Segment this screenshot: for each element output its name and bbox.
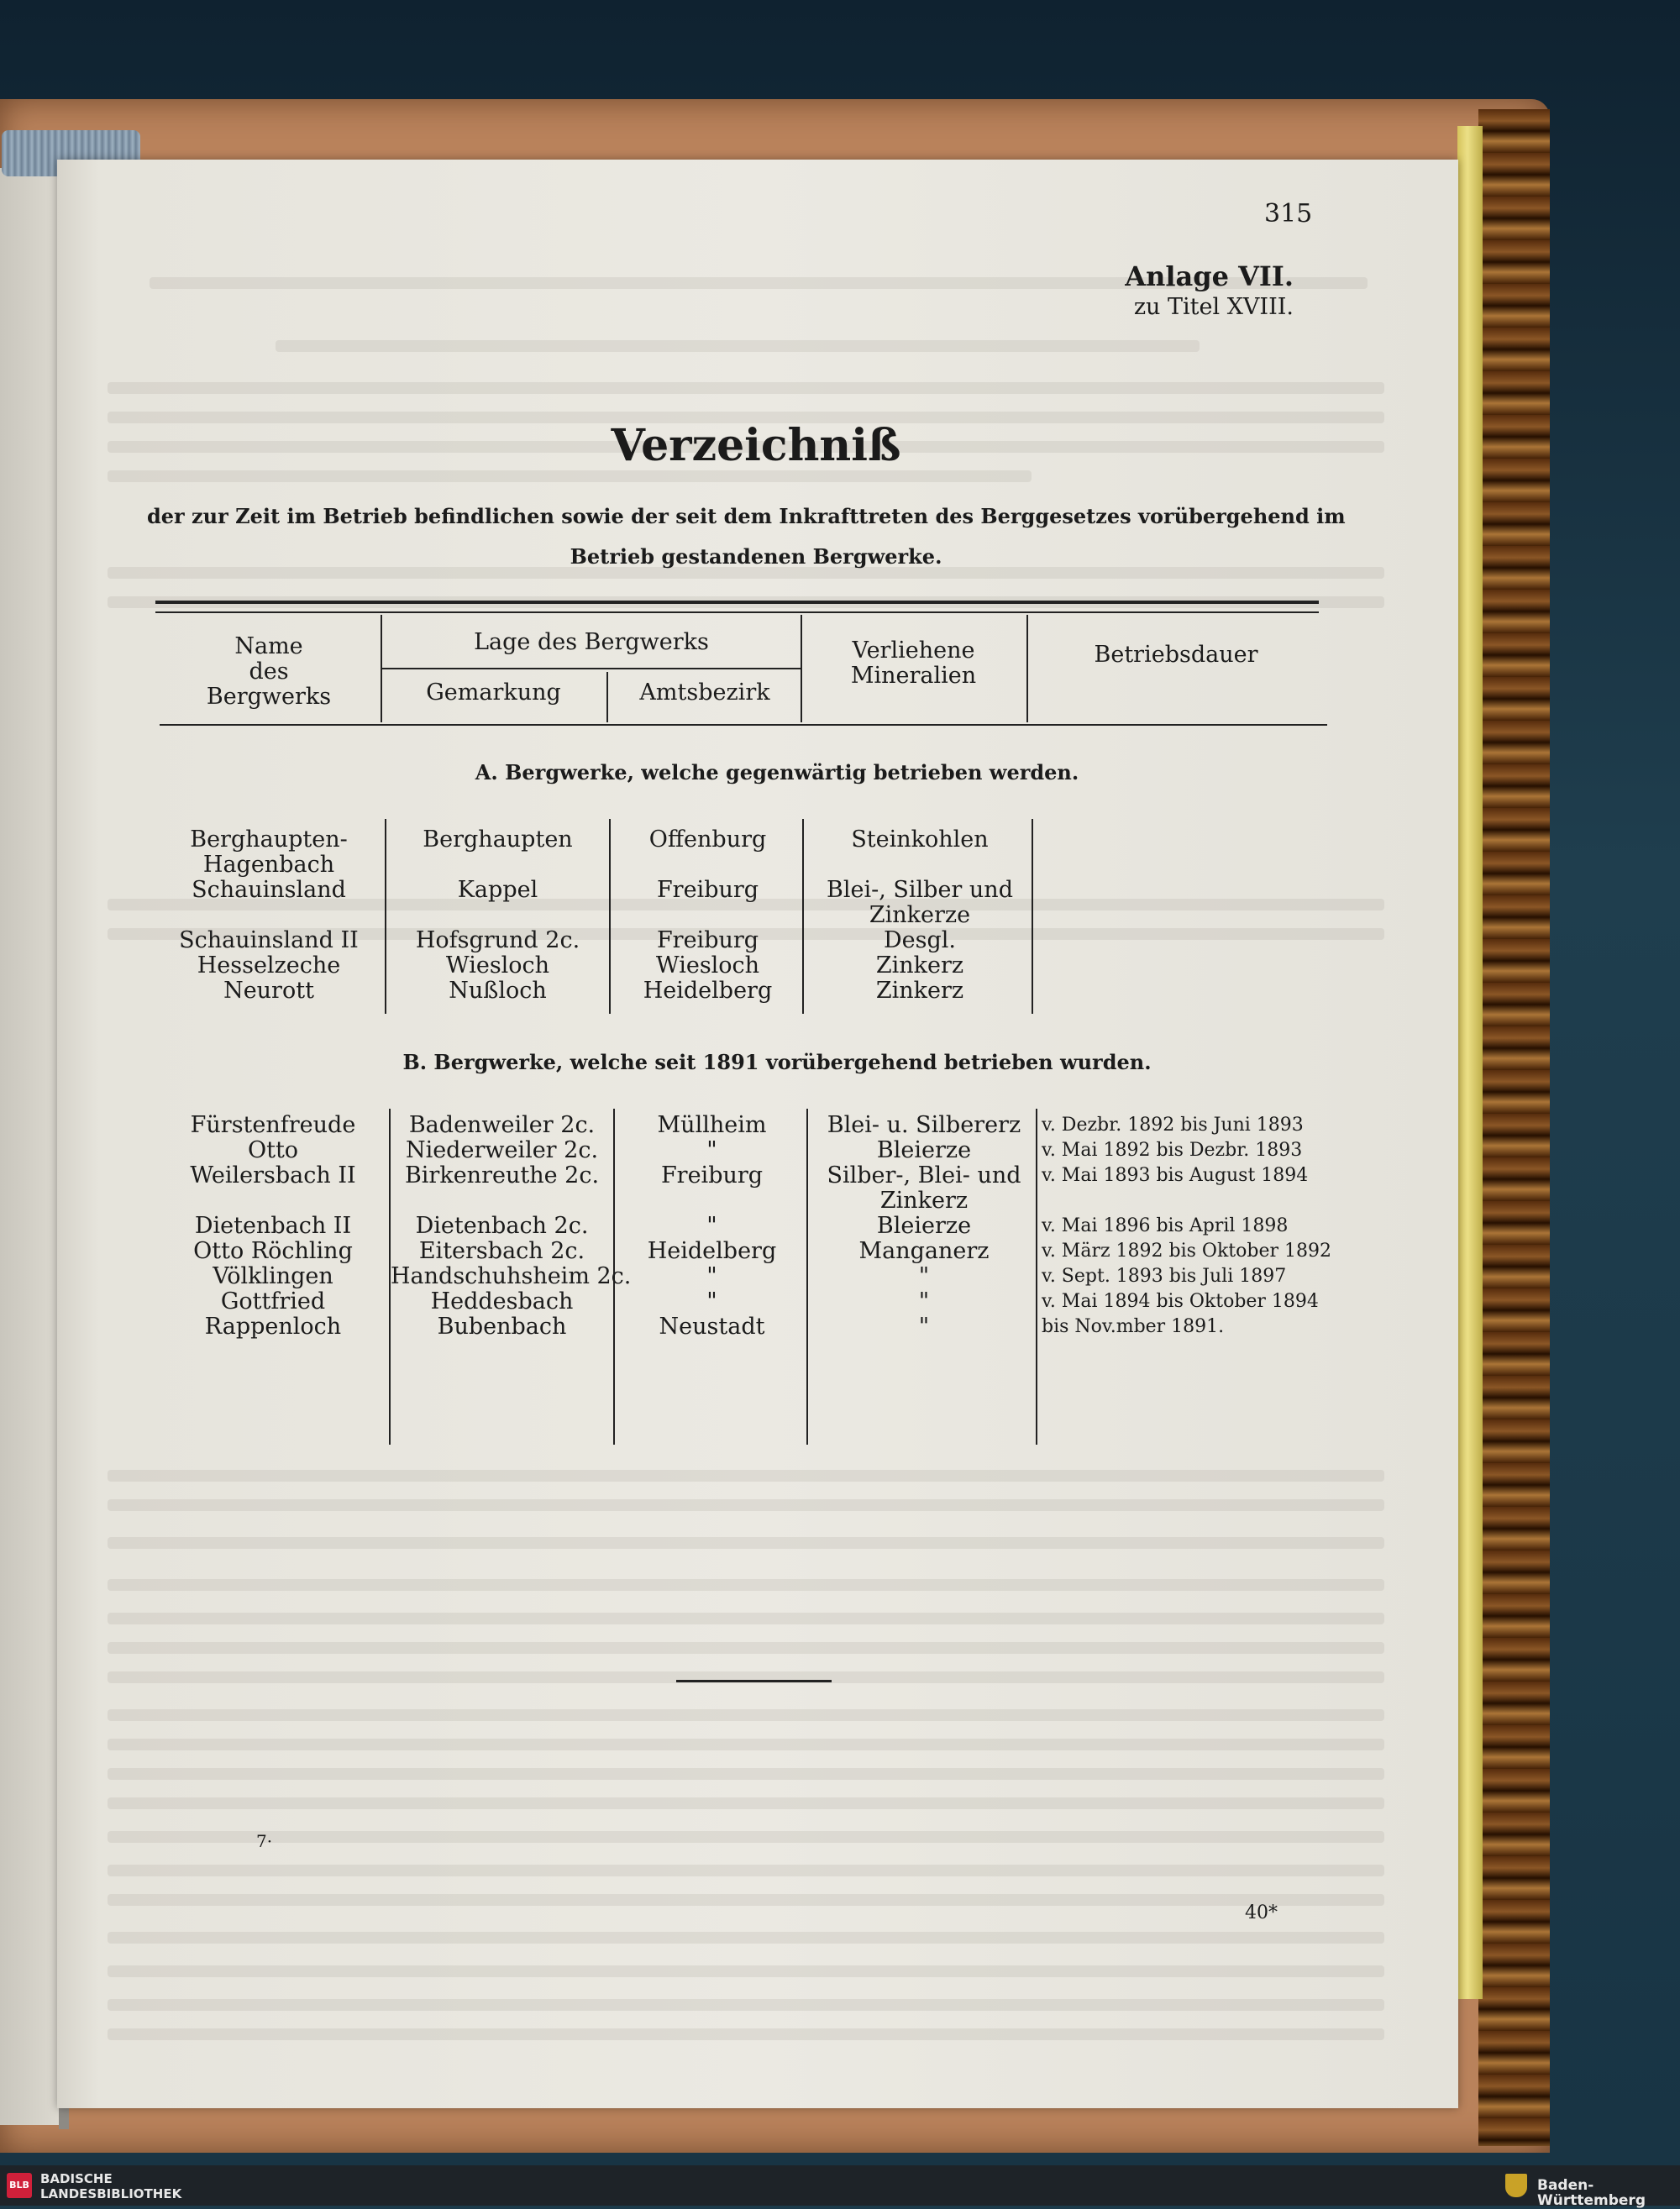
cell-min: Zinkerze: [869, 902, 971, 928]
cell-amt: Neustadt: [659, 1314, 765, 1340]
cell-gem: Heddesbach: [430, 1288, 574, 1314]
cell-min: Zinkerz: [875, 952, 964, 979]
table-row: [160, 928, 1336, 953]
cell-amt: Wiesloch: [655, 952, 760, 979]
page-number: 315: [1264, 199, 1313, 228]
table-top-rule-inner: [155, 611, 1319, 613]
cell-min: Blei- u. Silbererz: [827, 1112, 1021, 1138]
table-row: [164, 1138, 1340, 1163]
cell-amt: Freiburg: [656, 877, 759, 903]
table-row: [164, 1264, 1340, 1289]
cell-gem: Berghaupten: [423, 826, 573, 853]
blb-logo: BLB: [7, 2173, 32, 2198]
cell-gem: Birkenreuthe 2c.: [404, 1162, 600, 1188]
lage-subheader-rule: [382, 668, 801, 669]
cell-min: Bleierze: [876, 1137, 972, 1163]
table-row: [164, 1113, 1340, 1138]
cell-name: Neurott: [223, 978, 314, 1004]
page-title: Verzeichniß: [611, 420, 901, 471]
header-mineralien: Verliehene Mineralien: [850, 638, 977, 689]
cell-gem: Nußloch: [449, 978, 547, 1004]
cell-gem: Handschuhsheim 2c.: [391, 1263, 632, 1289]
anlage-label: Anlage VII.: [1125, 260, 1294, 292]
cell-amt: ": [706, 1137, 717, 1163]
cell-min: Desgl.: [884, 927, 956, 953]
table-row: [160, 827, 1336, 853]
cell-dauer: v. Mai 1894 bis Oktober 1894: [1042, 1291, 1319, 1312]
cell-dauer: v. Mai 1892 bis Dezbr. 1893: [1042, 1140, 1303, 1161]
header-gemarkung: Gemarkung: [426, 679, 561, 706]
cell-name: Fürstenfreude: [190, 1112, 356, 1138]
cell-name: Weilersbach II: [190, 1162, 356, 1188]
cell-amt: Freiburg: [660, 1162, 764, 1188]
table-row: [160, 878, 1336, 903]
table-header-bottom-rule: [160, 724, 1327, 726]
cell-gem: Hofsgrund 2c.: [415, 927, 580, 953]
header-betriebsdauer: Betriebsdauer: [1094, 642, 1258, 668]
cell-amt: Heidelberg: [643, 978, 773, 1004]
header-lage: Lage des Bergwerks: [474, 629, 709, 655]
cell-amt: ": [706, 1288, 717, 1314]
cell-min: ": [918, 1263, 930, 1289]
cell-amt: ": [706, 1263, 717, 1289]
section-b-heading: B. Bergwerke, welche seit 1891 vorübergehend betrieben wurden.: [402, 1050, 1152, 1074]
cell-min: Blei-, Silber und: [827, 877, 1013, 903]
cell-name: Gottfried: [220, 1288, 326, 1314]
cell-name: Dietenbach II: [194, 1213, 352, 1239]
cell-gem: Dietenbach 2c.: [415, 1213, 589, 1239]
cell-dauer: v. Mai 1893 bis August 1894: [1042, 1165, 1309, 1186]
cell-min: ": [918, 1314, 930, 1340]
cell-amt: Offenburg: [648, 826, 767, 853]
closing-rule: [676, 1680, 832, 1682]
cell-name: Hagenbach: [202, 852, 335, 878]
cell-name: Schauinsland II: [179, 927, 359, 953]
subtitle-line-1: der zur Zeit im Betrieb befindlichen sowie der seit dem Inkrafttreten des Berggesetzes vorübergehend im: [147, 504, 1346, 528]
table-row: [164, 1314, 1340, 1340]
cell-dauer: v. Sept. 1893 bis Juli 1897: [1042, 1266, 1287, 1287]
table-row: [164, 1239, 1340, 1264]
cell-dauer: v. Mai 1896 bis April 1898: [1042, 1215, 1289, 1236]
table-top-rule: [155, 601, 1319, 604]
cell-gem: Wiesloch: [445, 952, 550, 979]
footer-bar: [0, 2165, 1680, 2209]
left-page: [0, 168, 66, 2125]
state-name: Baden-Württemberg: [1537, 2177, 1646, 2209]
cell-dauer: bis Nov.mber 1891.: [1042, 1316, 1225, 1337]
cell-amt: Heidelberg: [647, 1238, 777, 1264]
zu-titel-label: zu Titel XVIII.: [1133, 294, 1294, 320]
cell-min: ": [918, 1288, 930, 1314]
signature-mark: 40*: [1245, 1902, 1278, 1923]
state-crest-icon: [1505, 2174, 1527, 2197]
table-row: [164, 1163, 1340, 1188]
cell-gem: Eitersbach 2c.: [418, 1238, 585, 1264]
cell-gem: Badenweiler 2c.: [408, 1112, 596, 1138]
cell-name: Berghaupten-: [190, 826, 348, 853]
cell-min: Bleierze: [876, 1213, 972, 1239]
library-name: BADISCHE LANDESBIBLIOTHEK: [40, 2171, 182, 2201]
cell-name: Hesselzeche: [197, 952, 341, 979]
cell-min: Manganerz: [858, 1238, 990, 1264]
table-row: [160, 979, 1336, 1004]
table-row: [160, 903, 1336, 928]
table-row: [160, 953, 1336, 979]
page-marker: 7·: [256, 1831, 273, 1851]
table-row: [164, 1214, 1340, 1239]
cell-min: Silber-, Blei- und: [827, 1162, 1021, 1188]
cell-amt: ": [706, 1213, 717, 1239]
cell-dauer: v. Dezbr. 1892 bis Juni 1893: [1042, 1115, 1304, 1136]
cell-name: Rappenloch: [204, 1314, 342, 1340]
header-amtsbezirk: Amtsbezirk: [639, 679, 770, 706]
cell-name: Otto Röchling: [193, 1238, 353, 1264]
section-a-heading: A. Bergwerke, welche gegenwärtig betrieben werden.: [475, 760, 1079, 784]
cell-gem: Niederweiler 2c.: [405, 1137, 599, 1163]
cell-amt: Freiburg: [656, 927, 759, 953]
gilt-page-edge: [1457, 126, 1483, 1999]
table-row: [160, 853, 1336, 878]
cell-name: Otto: [247, 1137, 299, 1163]
cell-min: Zinkerz: [875, 978, 964, 1004]
subtitle-line-2: Betrieb gestandenen Bergwerke.: [570, 544, 942, 569]
cell-amt: Müllheim: [657, 1112, 767, 1138]
marbled-edge: [1478, 109, 1550, 2146]
header-name: Name des Bergwerks: [206, 633, 332, 710]
table-row: [164, 1188, 1340, 1214]
cell-gem: Bubenbach: [437, 1314, 567, 1340]
cell-name: Völklingen: [213, 1263, 333, 1289]
table-row: [164, 1289, 1340, 1314]
cell-min: Zinkerz: [879, 1188, 969, 1214]
cell-gem: Kappel: [457, 877, 538, 903]
cell-dauer: v. März 1892 bis Oktober 1892: [1042, 1241, 1331, 1262]
cell-name: Schauinsland: [192, 877, 346, 903]
cell-min: Steinkohlen: [851, 826, 989, 853]
